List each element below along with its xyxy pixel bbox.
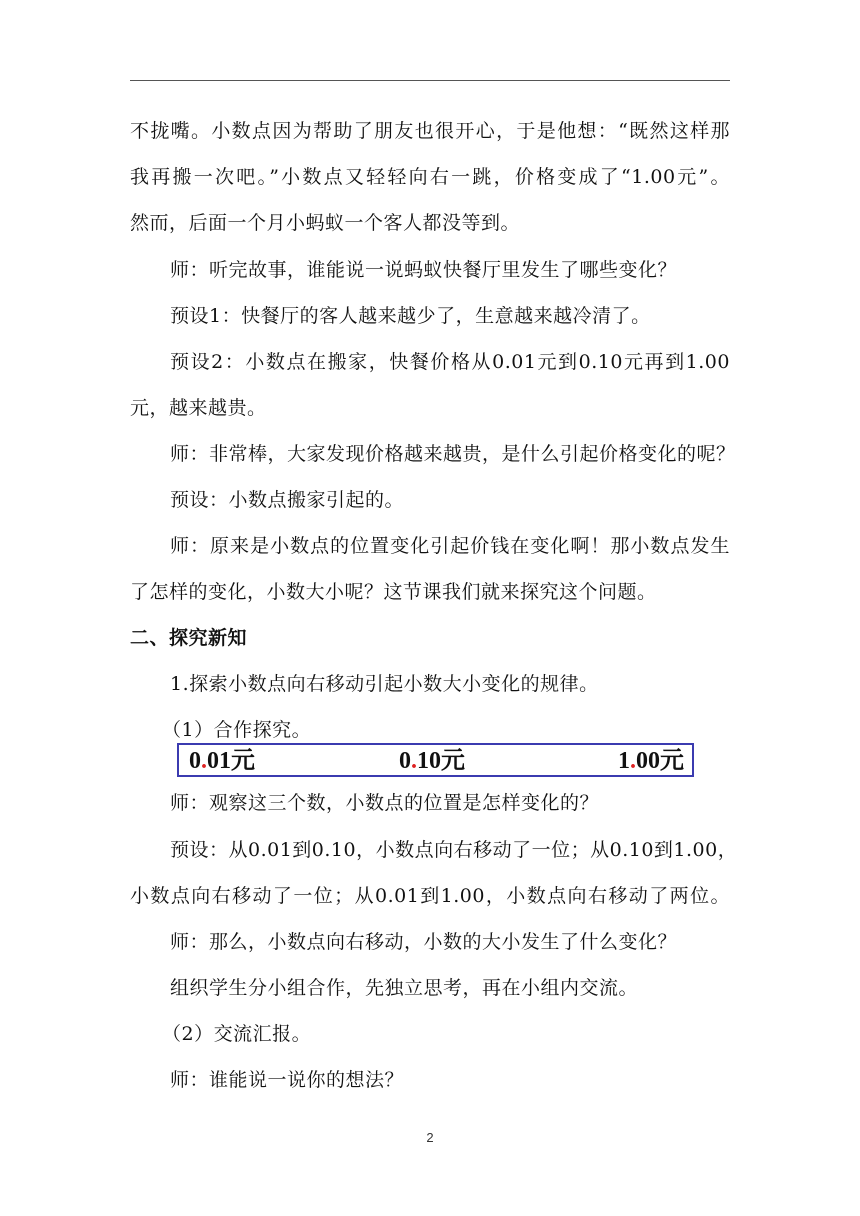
subsection-heading: 1.探索小数点向右移动引起小数大小变化的规律。: [170, 673, 599, 695]
preset-line: 预设2：小数点在搬家，快餐价格从0.01元到0.10元再到1.00: [170, 351, 730, 373]
teacher-line: 师：非常棒，大家发现价格越来越贵，是什么引起价格变化的呢？: [170, 443, 736, 465]
paragraph-line: 小数点向右移动了一位；从0.01到1.00，小数点向右移动了两位。: [130, 885, 730, 907]
teacher-line: 师：观察这三个数，小数点的位置是怎样变化的？: [170, 792, 600, 814]
header-rule: [130, 80, 730, 81]
paragraph-line: 了怎样的变化，小数大小呢？这节课我们就来探究这个问题。: [130, 581, 657, 603]
step-heading: （1）合作探究。: [162, 719, 312, 741]
price-1-00: 1.00元: [618, 748, 684, 774]
paragraph-line: 我再搬一次吧。”小数点又轻轻向右一跳，价格变成了“1.00元”。: [130, 166, 730, 188]
preset-line: 预设：小数点搬家引起的。: [170, 489, 405, 511]
paragraph-line: 然而，后面一个月小蚂蚁一个客人都没等到。: [130, 212, 521, 234]
teacher-line: 师：谁能说一说你的想法？: [170, 1069, 405, 1091]
page-number: 2: [426, 1130, 434, 1145]
preset-line: 预设1：快餐厅的客人越来越少了，生意越来越冷清了。: [170, 305, 651, 327]
price-0-01: 0.01元: [189, 748, 255, 774]
paragraph-line: 组织学生分小组合作，先独立思考，再在小组内交流。: [170, 977, 639, 999]
paragraph-line: 不拢嘴。小数点因为帮助了朋友也很开心，于是他想：“既然这样那: [130, 120, 730, 142]
teacher-line: 师：原来是小数点的位置变化引起价钱在变化啊！那小数点发生: [170, 535, 730, 557]
price-box: [177, 743, 694, 777]
teacher-line: 师：听完故事，谁能说一说蚂蚁快餐厅里发生了哪些变化？: [170, 259, 678, 281]
section-heading: 二、探究新知: [130, 627, 248, 649]
step-heading: （2）交流汇报。: [162, 1023, 312, 1045]
price-0-10: 0.10元: [399, 748, 465, 774]
paragraph-line: 元，越来越贵。: [130, 397, 267, 419]
preset-line: 预设：从0.01到0.10，小数点向右移动了一位；从0.10到1.00，: [170, 839, 738, 861]
teacher-line: 师：那么，小数点向右移动，小数的大小发生了什么变化？: [170, 931, 678, 953]
